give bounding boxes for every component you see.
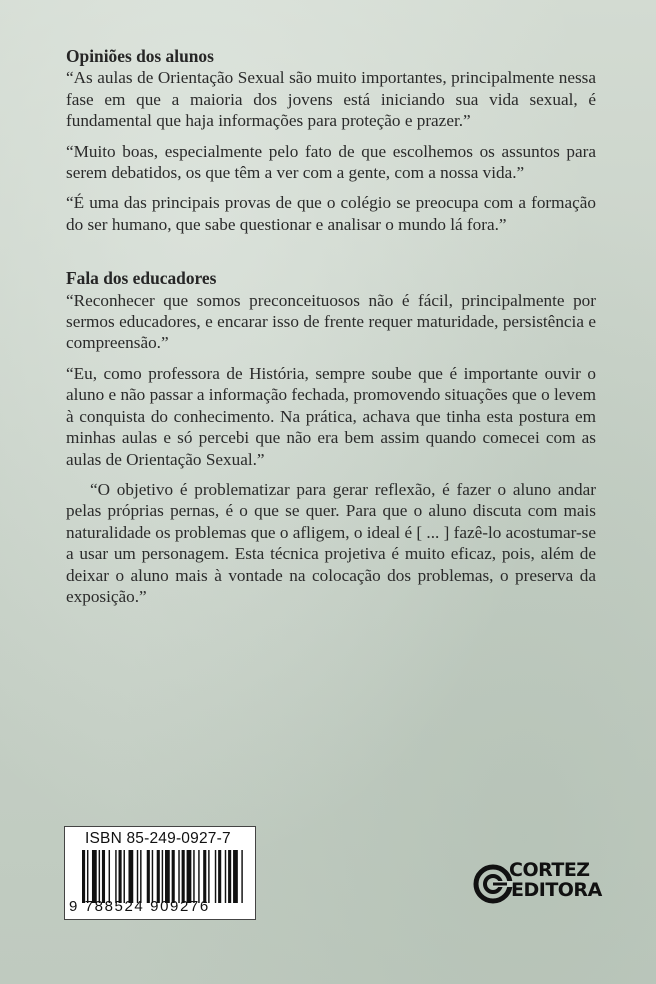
barcode-bar — [233, 850, 238, 903]
barcode-bar — [109, 850, 110, 903]
educators-section — [66, 268, 596, 607]
educator-quote: “Reconhecer que somos preconceituosos não é fácil, principalmente por sermos educadores, e encarar isso de frente requer maturidade, persistência e compreensão.” — [66, 290, 596, 353]
student-quote: “Muito boas, especialmente pelo fato de que escolhemos os assuntos para serem debatidos, os que têm a ver com a gente, com a nossa vida.” — [66, 141, 596, 183]
barcode-bar — [241, 850, 242, 903]
barcode — [81, 850, 247, 903]
back-cover-text — [66, 46, 596, 616]
educator-quote: “Eu, como professora de História, sempre soube que é importante ouvir o aluno e não passar a informação fechada, promovendo situações que o levem à conquista do conhecimento. Na prática, achava que tinha esta postura em minhas aulas e só percebi que não era bem assim quando comecei com as aulas de Orientação Sexual.” — [66, 363, 596, 469]
students-section-title: Opiniões dos alunos — [66, 46, 214, 66]
publisher-name-line1: CORTEZ — [509, 859, 590, 881]
barcode-bar — [172, 850, 175, 903]
barcode-bar — [119, 850, 122, 903]
barcode-bar — [92, 850, 97, 903]
barcode-bar — [147, 850, 150, 903]
barcode-bar — [82, 850, 85, 903]
barcode-bar — [228, 850, 231, 903]
barcode-bar — [99, 850, 100, 903]
barcode-bar — [137, 850, 138, 903]
barcode-bar — [162, 850, 163, 903]
barcode-bar — [152, 850, 153, 903]
barcode-bar — [102, 850, 105, 903]
barcode-bar — [198, 850, 199, 903]
barcode-bar — [193, 850, 194, 903]
barcode-digits: 9 788524 909276 — [69, 898, 210, 915]
barcode-bar — [208, 850, 209, 903]
student-quote: “As aulas de Orientação Sexual são muito importantes, principalmente nessa fase em que a maioria dos jovens está iniciando sua vida sexual, é fundamental que haja informações para proteção e prazer.” — [66, 68, 596, 131]
isbn-label: ISBN 85-249-0927-7 — [85, 830, 231, 847]
barcode-bar — [187, 850, 192, 903]
barcode-bar — [165, 850, 170, 903]
barcode-bar — [225, 850, 226, 903]
barcode-bar — [218, 850, 221, 903]
barcode-bar — [157, 850, 160, 903]
educators-section-title: Fala dos educadores — [66, 268, 217, 289]
barcode-bar — [203, 850, 206, 903]
publisher-logo-mark-icon — [473, 864, 513, 904]
barcode-bar — [115, 850, 116, 903]
publisher-logo — [473, 854, 602, 918]
barcode-bar — [128, 850, 133, 903]
barcode-bar — [178, 850, 179, 903]
publisher-name-line2: EDITORA — [511, 879, 602, 901]
barcode-bar — [182, 850, 185, 903]
isbn-barcode-box — [64, 826, 256, 920]
students-section — [66, 46, 596, 235]
section-spacer — [66, 244, 596, 268]
educator-quote: “O objetivo é problematizar para gerar reflexão, é fazer o aluno andar pelas próprias pernas, é o que se quer. Para que o aluno discuta com mais naturalidade os problemas que o afligem, o ideal é [ ... ] fazê-lo acostumar-se a usar um personagem. Esta técnica projetiva é muito eficaz, pois, além de deixar o aluno mais à vontade na colocação dos problemas, o preserva da exposição.” — [66, 479, 596, 606]
student-quote: “É uma das principais provas de que o colégio se preocupa com a formação do ser humano, que sabe questionar e analisar o mundo lá fora.” — [66, 193, 596, 234]
barcode-bar — [215, 850, 216, 903]
barcode-bar — [140, 850, 141, 903]
barcode-bar — [124, 850, 125, 903]
barcode-bar — [87, 850, 88, 903]
